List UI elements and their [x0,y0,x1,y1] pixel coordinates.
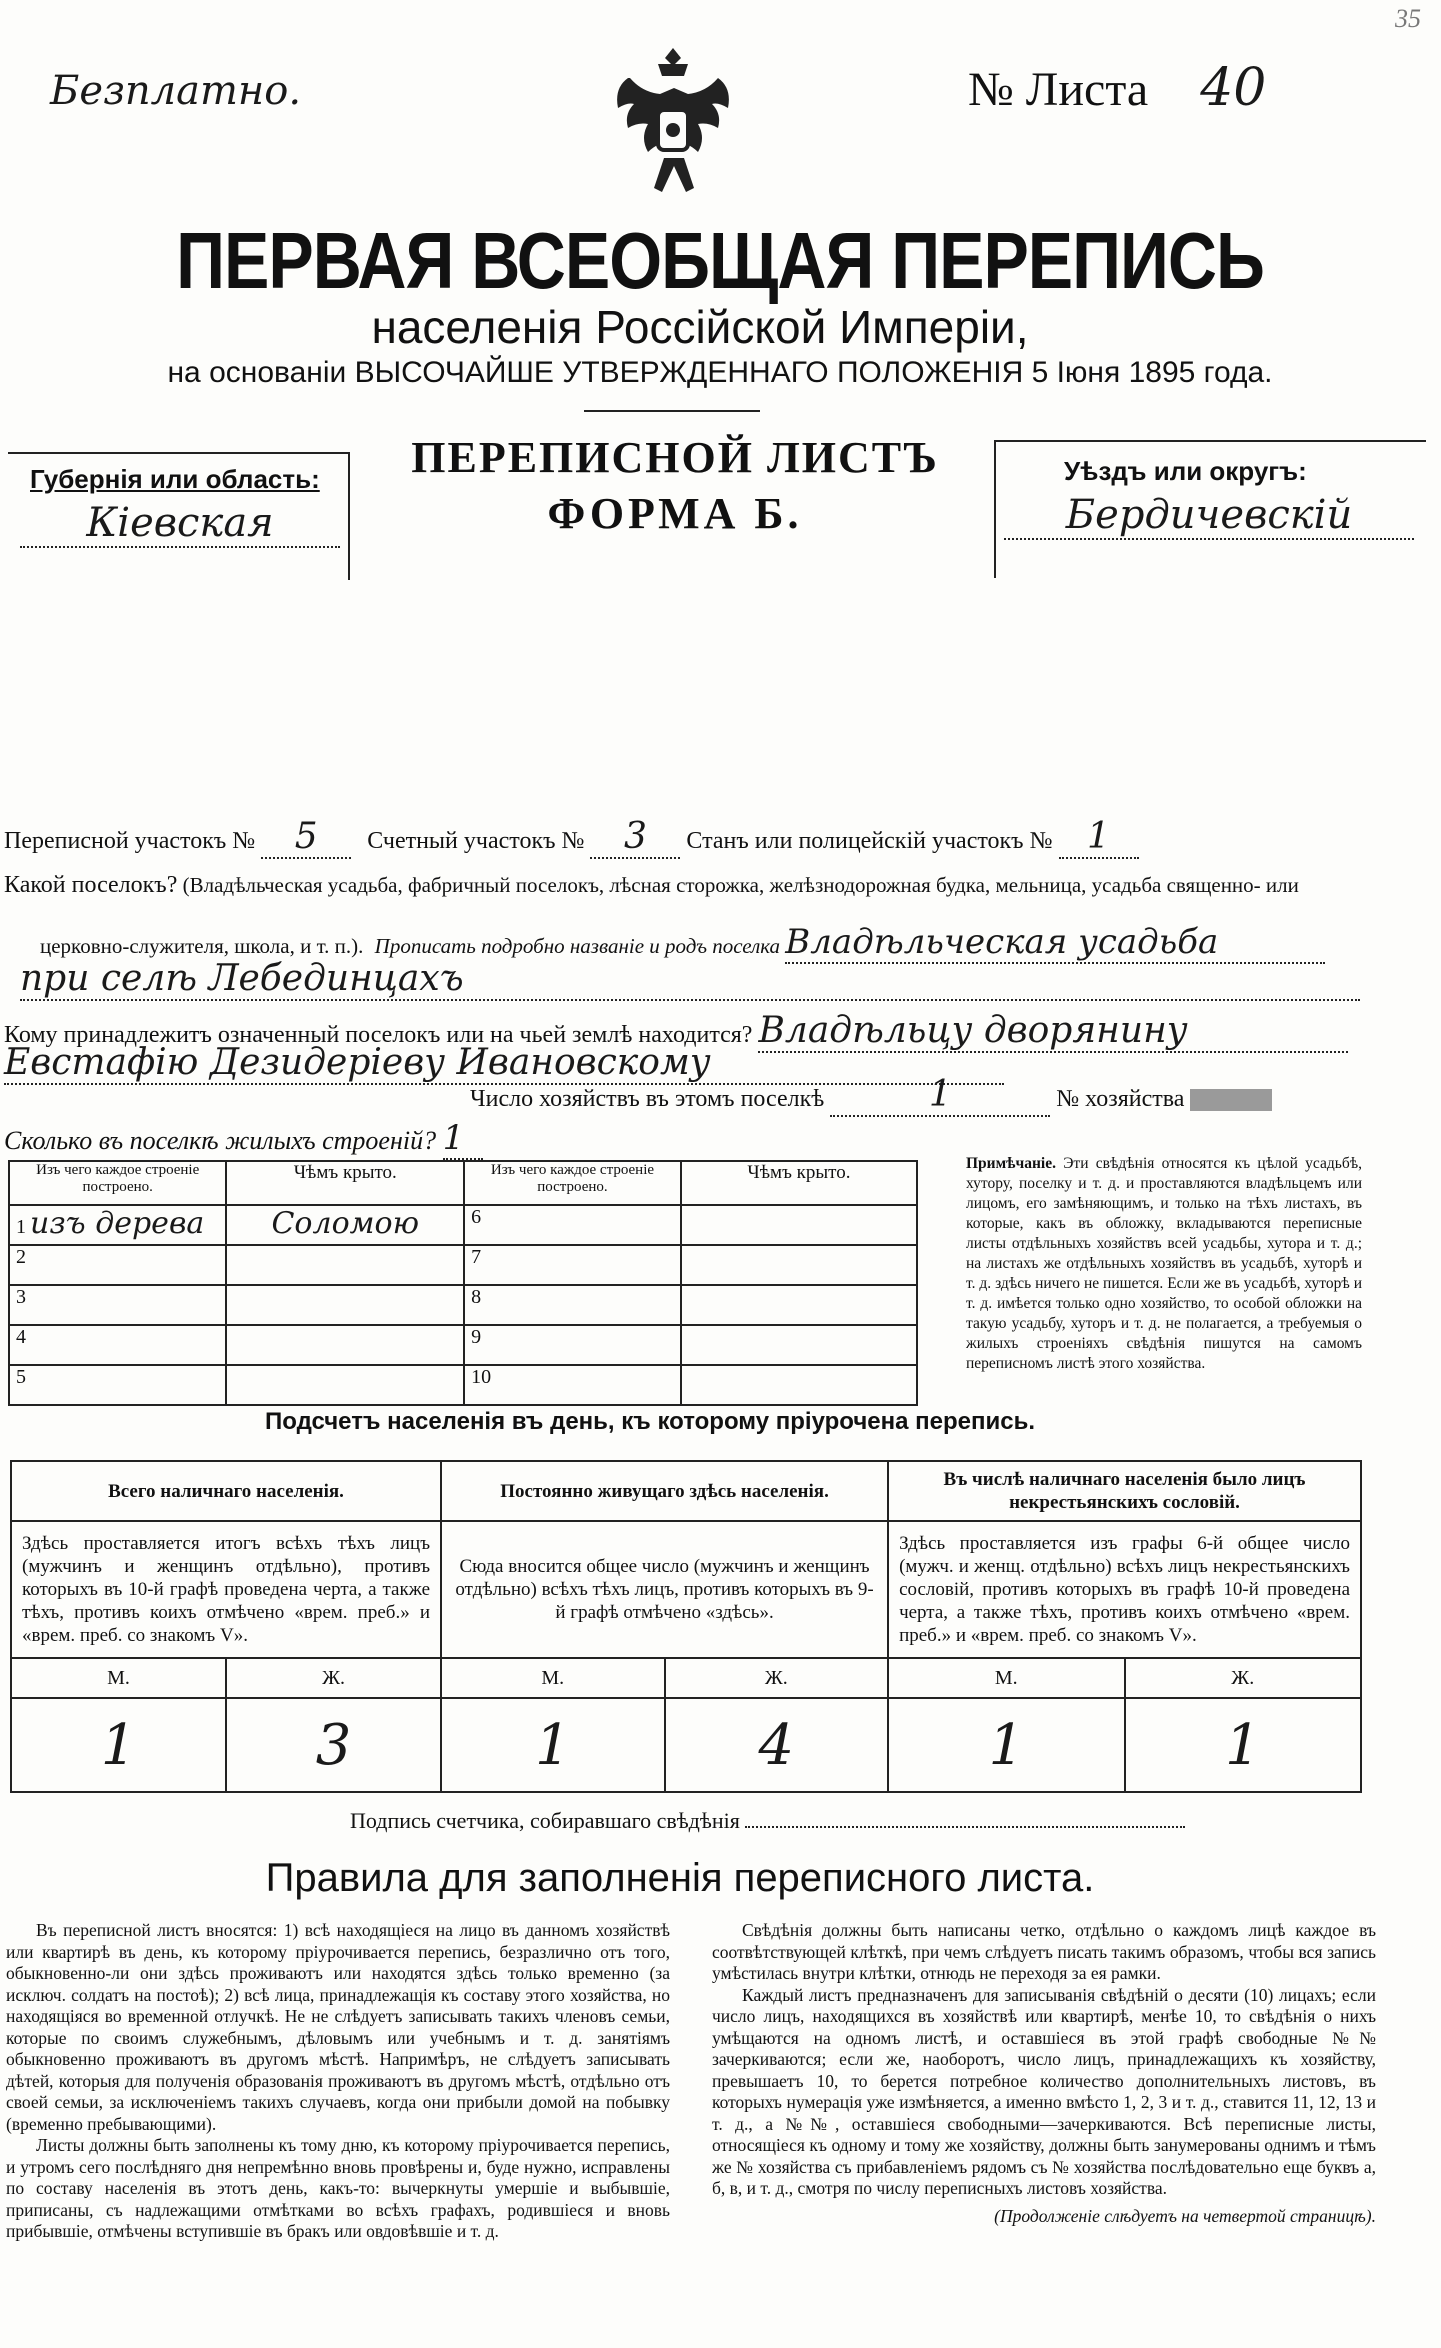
roof-cell [681,1325,917,1365]
row-number: 1 [16,1216,26,1238]
rules-continued: (Продолженіе слѣдуетъ на четвертой страницѣ). [994,2205,1376,2226]
total-male-value: 1 [11,1698,226,1792]
double-headed-eagle-icon [598,38,748,218]
roof-cell [226,1365,464,1405]
hoz-no-blot [1190,1089,1272,1111]
buildings-table [8,1160,918,1406]
uchastok-value: 5 [261,816,351,859]
header-roof-2: Чѣмъ крыто. [681,1161,917,1205]
poselok-row [4,872,1299,899]
main-title: ПЕРВАЯ ВСЕОБЩАЯ ПЕРЕПИСЬ [176,216,1264,306]
owner-value: Владѣльцу дворянину [758,1010,1348,1053]
m-label: М. [11,1658,226,1698]
count-head-nonpeasant: Въ числѣ наличнаго населенія было лицъ некрестьянскихъ сословій. [888,1461,1361,1521]
poselok-hint: (Владѣльческая усадьба, фабричный поселокъ, лѣсная сторожка, желѣзнодорожная будка, мельница, усадьба священно- или [182,873,1299,897]
row-number: 8 [464,1285,681,1325]
note-text: Эти свѣдѣнія относятся къ цѣлой усадьбѣ, хутору, поселку и т. д. и проставляются владѣльцемъ или лицомъ, его замѣняющимъ, и только на тѣхъ листахъ, въ которые, какъ въ обложку, вкладываются переписные листы отдѣльныхъ хозяйствъ всей усадьбы, хутора и т. д.; на листахъ же отдѣльныхъ хозяйствъ въ усадьбѣ, хуторѣ и т. д. здѣсь ничего не пишется. Если же въ усадьбѣ, хуторѣ и т. д. имѣется только одно хозяйство, то особой обложки на такую усадьбу, хуторъ и т. д. не полагается, а требуемыя о жилыхъ строеніяхъ свѣдѣнія пишутся на самомъ переписномъ листѣ этого хозяйства. [966,1155,1362,1372]
f-label: Ж. [665,1658,889,1698]
poselok-label: Какой поселокъ? [4,872,178,898]
sheet-number-label: № Листа [968,63,1149,116]
row-number: 10 [464,1365,681,1405]
roof-cell [681,1205,917,1245]
permanent-female-value: 4 [665,1698,889,1792]
count-title: Подсчетъ населенія въ день, къ которому пріурочена перепись. [265,1408,1035,1435]
basis-line: на основаніи ВЫСОЧАЙШЕ УТВЕРЖДЕННАГО ПОЛОЖЕНІЯ 5 Іюня 1895 года. [167,356,1273,389]
row-number: 5 [9,1365,226,1405]
table-row [9,1285,917,1325]
buildings-row [4,1118,483,1160]
table-row [9,1325,917,1365]
uezd-label: Уѣздъ или округъ: [1064,456,1307,486]
poselok-hint2: церковно-служителя, школа, и т. п.). [40,934,364,958]
signature-label: Подпись счетчика, собиравшаго свѣдѣнія [350,1808,740,1833]
count-head-total: Всего наличнаго населенія. [11,1461,441,1521]
row-number: 6 [464,1205,681,1245]
roof-cell [226,1285,464,1325]
subtitle: населенія Россійской Имперіи, [371,301,1029,353]
m-label: М. [441,1658,665,1698]
uchastok-label: Переписной участокъ № [4,828,256,854]
uezd-value: Бердичевскій [1004,492,1414,540]
nonpeasant-female-value: 1 [1125,1698,1361,1792]
roof-cell: Соломою [226,1205,464,1245]
gubernia-label: Губернія или область: [30,464,320,494]
form-name: ПЕРЕПИСНОЙ ЛИСТЪ [411,433,939,482]
stan-label: Станъ или полицейскій участокъ № [686,828,1053,854]
row-number: 3 [9,1285,226,1325]
f-label: Ж. [1125,1658,1361,1698]
count-desc-nonpeasant: Здѣсь проставляется изъ графы 6-й общее число (мужч. и женщ. отдѣльно) всѣхъ лицъ некрестьянскихъ сословій, противъ которыхъ въ графѣ 10-й проведена черта, а также тѣхъ, противъ коихъ отмѣчено «врем. преб.» и «врем. преб. со знакомъ V». [888,1521,1361,1658]
hoz-no-label: № хозяйства [1056,1086,1185,1112]
total-female-value: 3 [226,1698,441,1792]
gubernia-value: Кіевская [20,500,340,548]
signature-line [745,1808,1185,1828]
rules-left-p1: Въ переписной листъ вносятся: 1) всѣ находящіеся на лицо въ данномъ хозяйствѣ или квартирѣ въ день, къ которому пріурочивается перепись, безразлично отъ того, обыкновенно-ли они здѣсь проживаютъ или находятся здѣсь только временно (за исключ. солдатъ на постоѣ); 2) всѣ лица, принадлежащія къ составу этого хозяйства, но находящіяся во временной отлучкѣ. Не не слѣдуетъ записывать такихъ членовъ семьи, которые по своимъ служебнымъ, дѣловымъ или учебнымъ и т. д. занятіямъ обыкновенно проживаютъ въ другомъ мѣстѣ. Напримѣръ, не слѣдуетъ записывать дѣтей, которыя для полученія образованія проживаютъ въ другомъ мѣстѣ, отдѣльно отъ своей семьи, за исключеніемъ такихъ случаевъ, когда они прибыли домой на побывку (временно пребывающими). [6,1920,670,2134]
owner-label: Кому принадлежитъ означенный поселокъ или на чьей землѣ находится? [4,1022,753,1048]
nonpeasant-male-value: 1 [888,1698,1124,1792]
free-label: Безплатно. [50,68,302,114]
uchastok-row [4,816,1139,859]
stan-value: 1 [1059,816,1139,859]
count-head-permanent: Постоянно живущаго здѣсь населенія. [441,1461,888,1521]
signature-row [350,1808,1185,1834]
buildings-label: Сколько въ поселкѣ жилыхъ строеній? [4,1126,437,1155]
count-desc-permanent: Сюда вносится общее число (мужчинъ и женщинъ отдѣльно) всѣхъ тѣхъ лицъ, противъ которыхъ въ 9-й графѣ отмѣчено «здѣсь». [441,1521,888,1658]
row-number: 4 [9,1325,226,1365]
row-number: 7 [464,1245,681,1285]
table-row [9,1205,917,1245]
roof-cell [226,1245,464,1285]
table-row [9,1365,917,1405]
roof-cell [681,1245,917,1285]
hoz-count-row [470,1074,1272,1117]
note-block [966,1154,1362,1374]
sheet-number-value: 40 [1200,58,1267,118]
rules-right-p2: Каждый листъ предназначенъ для записыванія свѣдѣній о десяти (10) лицахъ; если число лицъ, находящихся въ хозяйствѣ или квартирѣ, менѣе 10, то свѣдѣнія о нихъ умѣщаются на одномъ листѣ, и оставшіеся въ этой графѣ свободные №№ зачеркиваются; если же, наоборотъ, число лицъ, принадлежащихъ къ хозяйству, превышаетъ 10, то берется потребное количество дополнительныхъ листовъ, въ которыхъ нумерація уже измѣняется, а именно вмѣсто 1, 2, 3 и т. д., ставится 11, 12, 13 и т. д., а №№, оставшіеся свободными—зачеркиваются. Всѣ переписные листы, относящіеся къ одному и тому же хозяйству, должны быть занумерованы однимъ и тѣмъ же № хозяйства съ прибавленіемъ рядомъ съ № хозяйства послѣдовательно еще буквъ а, б, в, и т. д., смотря по числу переписныхъ листовъ хозяйства. [712,1984,1376,2198]
header-material-2: Изъ чего каждое строеніе построено. [464,1161,681,1205]
form-type: ФОРМА Б. [547,489,803,538]
roof-cell [681,1365,917,1405]
poselok-value: Владѣльческая усадьба [785,922,1325,964]
hoz-count-label: Число хозяйствъ въ этомъ поселкѣ [470,1086,825,1112]
rules-left-p2: Листы должны быть заполнены къ тому дню, къ которому пріурочивается перепись, и утромъ сего послѣдняго дня непремѣнно вновь провѣрены и, буде нужно, исправлены по составу населенія въ этотъ день, какъ-то: вычеркнуты умершіе и выбывшіе, приписаны, съ надлежащими отмѣтками во всѣхъ графахъ, родившіеся и вновь прибывшіе, отмѣчены вступившіе въ бракъ или овдовѣвшіе и т. д. [6,2135,670,2241]
permanent-male-value: 1 [441,1698,665,1792]
rules-left-column [6,1920,670,2243]
sheet-number [968,58,1266,118]
roof-cell [681,1285,917,1325]
hoz-count-value: 1 [830,1074,1050,1117]
row-number: 2 [9,1245,226,1285]
material-cell: изъ дерева [30,1206,205,1241]
roof-cell [226,1325,464,1365]
schetny-value: 3 [590,816,680,859]
table-row [9,1245,917,1285]
poselok-value2: при селѣ Лебединцахъ [20,958,1360,1001]
owner-value2: Евстафію Дезидеріеву Ивановскому [4,1042,1004,1085]
note-title: Примѣчаніе. [966,1155,1056,1172]
rules-title: Правила для заполненія переписного листа. [265,1856,1095,1900]
population-count-table [10,1460,1362,1793]
rules-right-column [712,1920,1376,2227]
header-divider [584,410,760,412]
count-desc-total: Здѣсь проставляется итогъ всѣхъ тѣхъ лицъ (мужчинъ и женщинъ отдѣльно), противъ которыхъ въ 10-й графѣ проведена черта, а также тѣхъ, противъ коихъ отмѣчено «врем. преб.» и «врем. преб. со знакомъ V». [11,1521,441,1658]
corner-mark: 35 [1395,4,1421,33]
header-roof: Чѣмъ крыто. [226,1161,464,1205]
f-label: Ж. [226,1658,441,1698]
schetny-label: Счетный участокъ № [367,828,585,854]
buildings-value: 1 [443,1118,483,1160]
poselok-instruction: Прописать подробно названіе и родъ поселка [374,934,781,958]
header-material: Изъ чего каждое строеніе построено. [9,1161,226,1205]
m-label: М. [888,1658,1124,1698]
rules-right-p1: Свѣдѣнія должны быть написаны четко, отдѣльно о каждомъ лицѣ каждое въ соотвѣтствующей клѣткѣ, при чемъ слѣдуетъ писать такимъ образомъ, чтобы вся запись умѣстилась внутри клѣтки, отнюдь не переходя за ея рамки. [712,1920,1376,1983]
row-number: 9 [464,1325,681,1365]
